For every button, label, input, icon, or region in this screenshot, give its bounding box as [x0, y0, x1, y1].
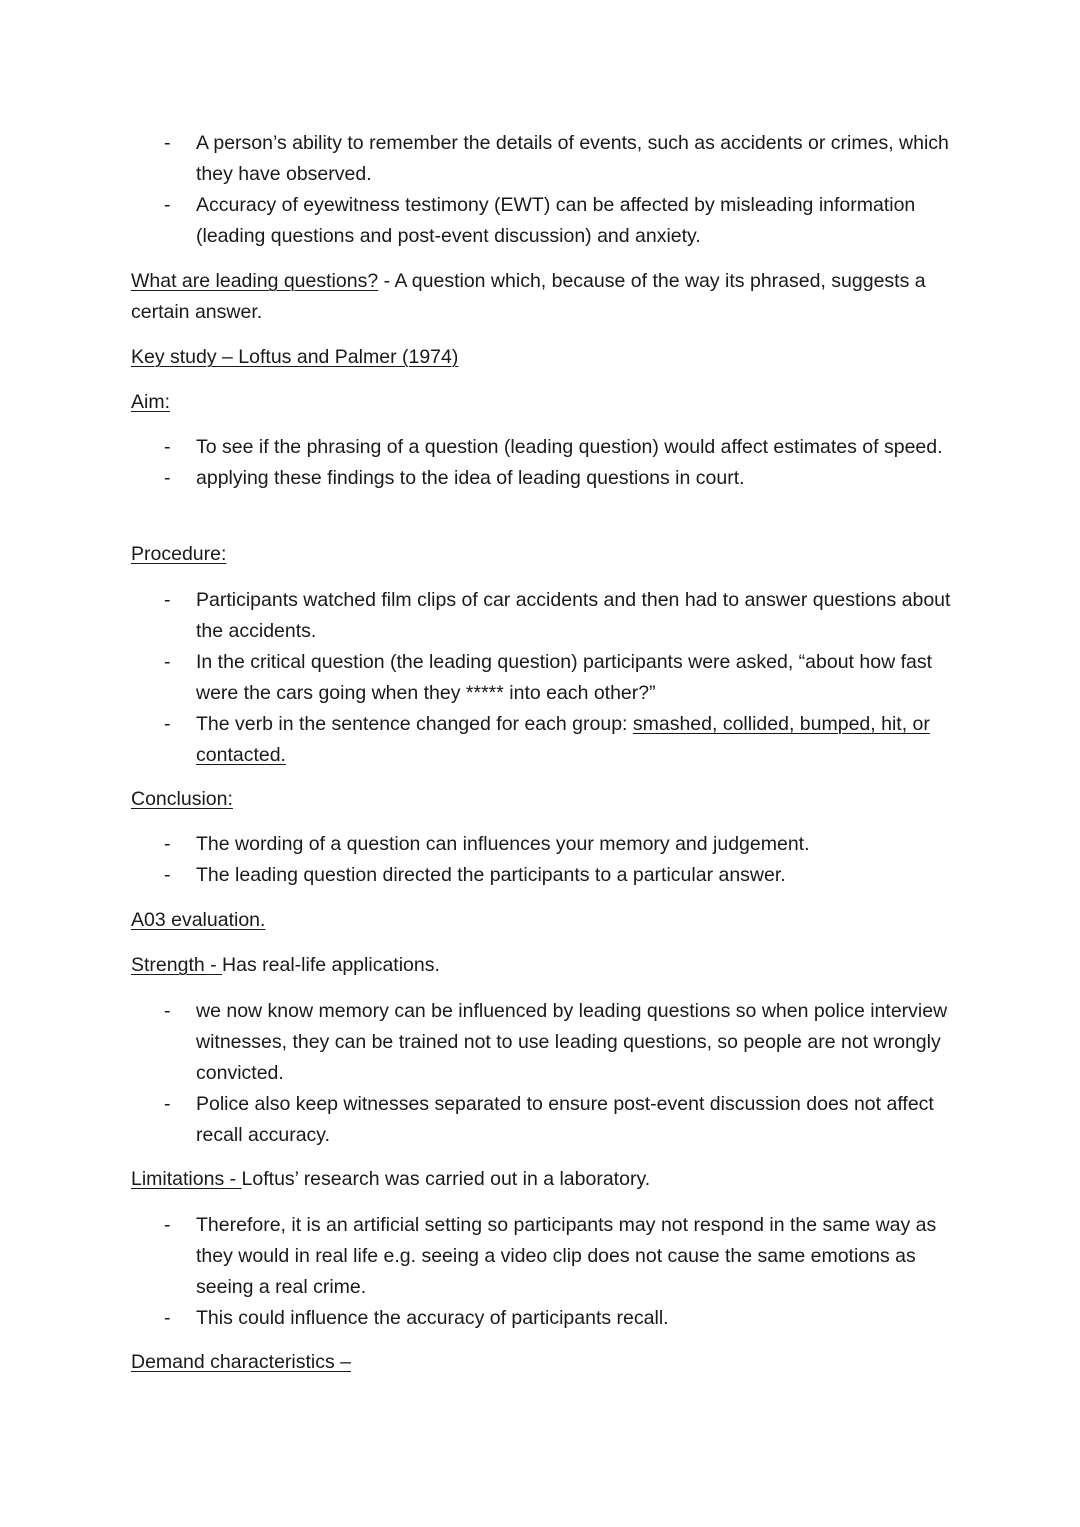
bullet-dash: - — [164, 467, 171, 489]
list-item: - Police also keep witnesses separated to ensure post-event discussion does not affect recall accuracy. — [131, 1089, 951, 1151]
limitations-bullet-list — [131, 1210, 951, 1334]
bullet-dash: - — [164, 833, 171, 855]
conclusion-bullet-list — [131, 829, 951, 891]
verb-list: smashed, collided, bumped, hit, or contacted. — [196, 713, 930, 766]
strength-heading: Strength - — [131, 954, 223, 976]
list-item: - applying these findings to the idea of leading questions in court. — [131, 463, 951, 494]
bullet-dash: - — [164, 651, 171, 673]
list-item: - To see if the phrasing of a question (leading question) would affect estimates of speed. — [131, 432, 951, 463]
bullet-dash: - — [164, 864, 171, 886]
bullet-dash: - — [164, 1093, 171, 1115]
leading-questions-heading: What are leading questions? — [131, 270, 379, 292]
key-study-heading: Key study – Loftus and Palmer (1974) — [131, 346, 459, 368]
list-item: - Therefore, it is an artificial setting so participants may not respond in the same way as they would in real life e.g. seeing a video clip does not cause the same emotions as seeing a real crime. — [131, 1210, 951, 1303]
intro-bullet-list — [131, 128, 951, 252]
bullet-dash: - — [164, 713, 171, 735]
procedure-heading: Procedure: — [131, 543, 227, 565]
evaluation-heading: A03 evaluation. — [131, 909, 266, 931]
bullet-dash: - — [164, 132, 171, 154]
bullet-dash: - — [164, 1000, 171, 1022]
list-item: - Accuracy of eyewitness testimony (EWT) can be affected by misleading information (leading questions and post-event discussion) and anxiety. — [131, 190, 951, 252]
procedure-bullet-list — [131, 585, 951, 771]
bullet-dash: - — [164, 1214, 171, 1236]
aim-heading: Aim: — [131, 391, 170, 413]
aim-bullet-list — [131, 432, 951, 494]
list-item: - In the critical question (the leading question) participants were asked, “about how fast were the cars going when they ***** into each other?” — [131, 647, 951, 709]
list-item: - The leading question directed the participants to a particular answer. — [131, 860, 951, 891]
limitations-paragraph: Limitations - Loftus’ research was carried out in a laboratory. — [131, 1168, 651, 1190]
list-item: - This could influence the accuracy of participants recall. — [131, 1303, 951, 1334]
list-item: - The verb in the sentence changed for each group: smashed, collided, bumped, hit, or contacted. — [131, 709, 951, 771]
limitations-heading: Limitations - — [131, 1168, 242, 1190]
bullet-dash: - — [164, 436, 171, 458]
bullet-dash: - — [164, 1307, 171, 1329]
list-item: - we now know memory can be influenced by leading questions so when police interview witnesses, they can be trained not to use leading questions, so people are not wrongly convicted. — [131, 996, 951, 1089]
list-item: - The wording of a question can influences your memory and judgement. — [131, 829, 951, 860]
bullet-dash: - — [164, 589, 171, 611]
list-item: - A person’s ability to remember the details of events, such as accidents or crimes, which they have observed. — [131, 128, 951, 190]
list-item: - Participants watched film clips of car accidents and then had to answer questions about the accidents. — [131, 585, 951, 647]
bullet-dash: - — [164, 194, 171, 216]
strength-paragraph: Strength - Has real-life applications. — [131, 954, 440, 976]
strength-bullet-list — [131, 996, 951, 1151]
demand-characteristics-heading: Demand characteristics – — [131, 1351, 352, 1373]
conclusion-heading: Conclusion: — [131, 788, 233, 810]
leading-questions-paragraph: What are leading questions? - A question which, because of the way its phrased, suggests a certain answer. — [131, 270, 926, 323]
